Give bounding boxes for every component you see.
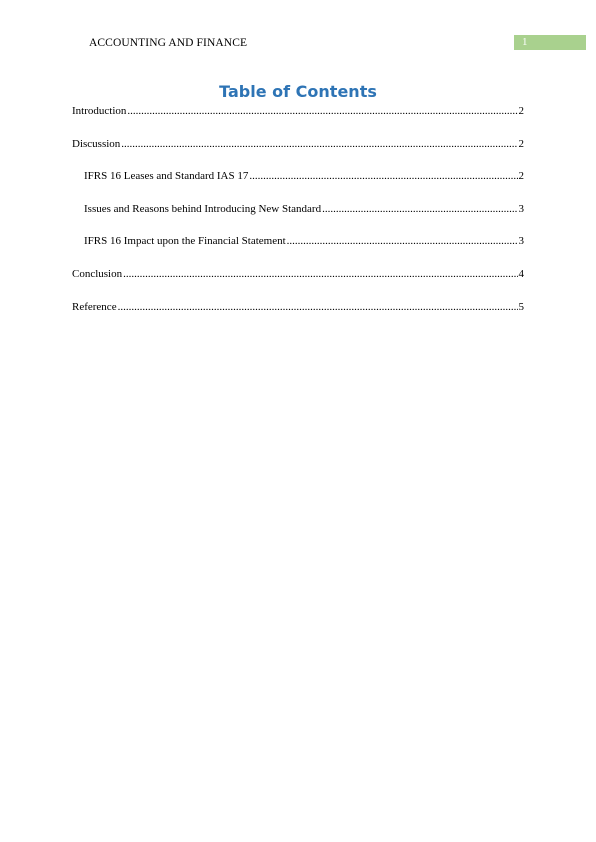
page-number-badge: 1 [514, 35, 586, 50]
toc-entry-page: 5 [518, 300, 524, 313]
toc-entry-text: Issues and Reasons behind Introducing New Standard [84, 202, 322, 215]
toc-entry-page: 3 [518, 202, 524, 215]
toc-entry-ifrs16-impact[interactable] [72, 234, 524, 267]
dot-leader [322, 202, 517, 216]
toc-entry-page: 2 [518, 105, 524, 117]
toc-entry-text: Introduction [72, 105, 127, 117]
toc-entry-page: 4 [518, 267, 524, 280]
toc-heading: Table of Contents [219, 82, 377, 101]
dot-leader [123, 267, 517, 281]
toc-entry-text: Discussion [72, 137, 121, 150]
toc-entry-page: 2 [518, 170, 524, 183]
toc-entry-ifrs16-leases[interactable] [72, 169, 524, 202]
toc-entry-page: 2 [518, 137, 524, 150]
dot-leader [249, 169, 517, 183]
toc-entry-text: Reference [72, 300, 117, 313]
toc-entry-page: 3 [518, 235, 524, 248]
table-of-contents [72, 104, 524, 332]
toc-entry-issues-reasons[interactable] [72, 202, 524, 235]
toc-entry-text: IFRS 16 Leases and Standard IAS 17 [84, 170, 249, 183]
dot-leader [127, 104, 517, 118]
toc-entry-text: IFRS 16 Impact upon the Financial Statement [84, 235, 286, 248]
toc-entry-reference[interactable] [72, 300, 524, 333]
running-header-title: ACCOUNTING AND FINANCE [89, 37, 248, 49]
toc-entry-introduction[interactable] [72, 104, 524, 137]
dot-leader [121, 137, 517, 151]
dot-leader [287, 234, 518, 248]
dot-leader [118, 300, 518, 314]
toc-entry-text: Conclusion [72, 267, 123, 280]
toc-entry-conclusion[interactable] [72, 267, 524, 300]
toc-entry-discussion[interactable] [72, 137, 524, 170]
